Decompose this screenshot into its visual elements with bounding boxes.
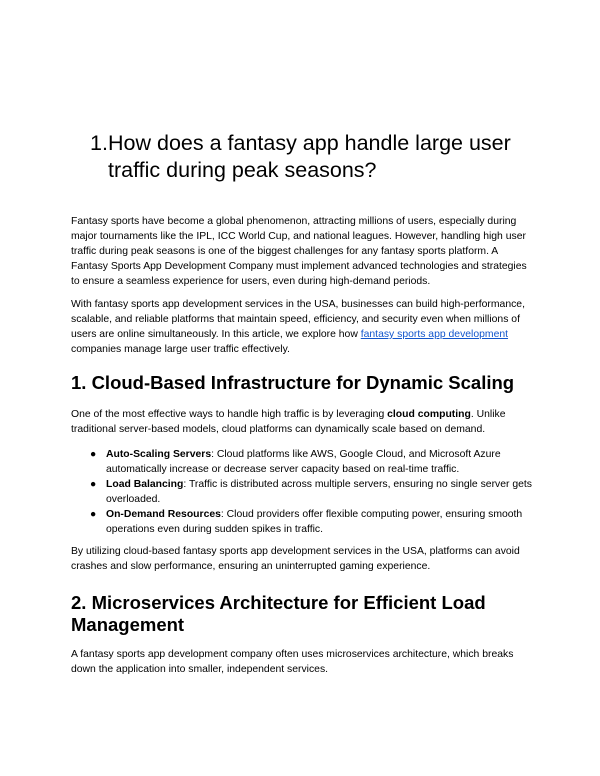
bullet-dot: ● [90,449,97,460]
section-1-paragraph [71,407,533,437]
fantasy-sports-app-development-link[interactable]: fantasy sports app development [360,329,509,340]
section-2-paragraph: A fantasy sports app development company often uses microservices architecture, which breaks down the application into smaller, independent services. [71,649,514,675]
bullet-term: On-Demand Resources [106,509,221,520]
bullet-text: : Cloud platforms like AWS, Google Cloud, and Microsoft Azure automatically increase or decrease server capacity based on real-time traffic. [106,449,501,475]
list-item [71,507,533,537]
list-item [71,447,533,477]
section-1-paragraph-text: One of the most effective ways to handle high traffic is by leveraging [71,409,388,420]
bullet-text: : Traffic is distributed across multiple servers, ensuring no single server gets overloaded. [106,479,532,505]
bullet-dot: ● [90,479,97,490]
document-title [90,130,550,184]
intro-paragraph-2 [71,297,533,357]
list-item [71,477,533,507]
section-2-heading: 2. Microservices Architecture for Efficient Load Management [71,592,486,635]
bullet-dot: ● [90,509,97,520]
title-number: 1. [90,131,108,155]
section-1-heading: 1. Cloud-Based Infrastructure for Dynamic Scaling [71,372,515,393]
cloud-features-list [71,447,533,537]
bullet-term: Load Balancing [106,479,184,490]
intro-paragraph-2-text: With fantasy sports app development services in the USA, businesses can build high-performance, scalable, and reliable platforms that maintain speed, efficiency, and security even when millions of users are online simultaneously. In this article, we explore how [71,299,525,340]
section-1-paragraph-tail: . Unlike traditional server-based models, cloud platforms can dynamically scale based on demand. [71,409,506,435]
intro-paragraph-2-tail: companies manage large user traffic effectively. [71,344,290,355]
bullet-term: Auto-Scaling Servers [106,449,212,460]
title-text: How does a fantasy app handle large user traffic during peak seasons? [108,131,511,182]
intro-paragraph-1: Fantasy sports have become a global phenomenon, attracting millions of users, especially during major tournaments like the IPL, ICC World Cup, and national leagues. However, handling high user traffic during peak seasons is one of the biggest challenges for any fantasy sports platform. A Fantasy Sports App Development Company must implement advanced technologies and strategies to ensure a seamless experience for users, even during high-demand periods. [71,216,527,287]
cloud-computing-bold: cloud computing [387,409,471,420]
bullet-text: : Cloud providers offer flexible computing power, ensuring smooth operations even during sudden spikes in traffic. [106,509,523,535]
section-1-closing-paragraph: By utilizing cloud-based fantasy sports app development services in the USA, platforms can avoid crashes and slow performance, ensuring an uninterrupted gaming experience. [71,546,520,572]
